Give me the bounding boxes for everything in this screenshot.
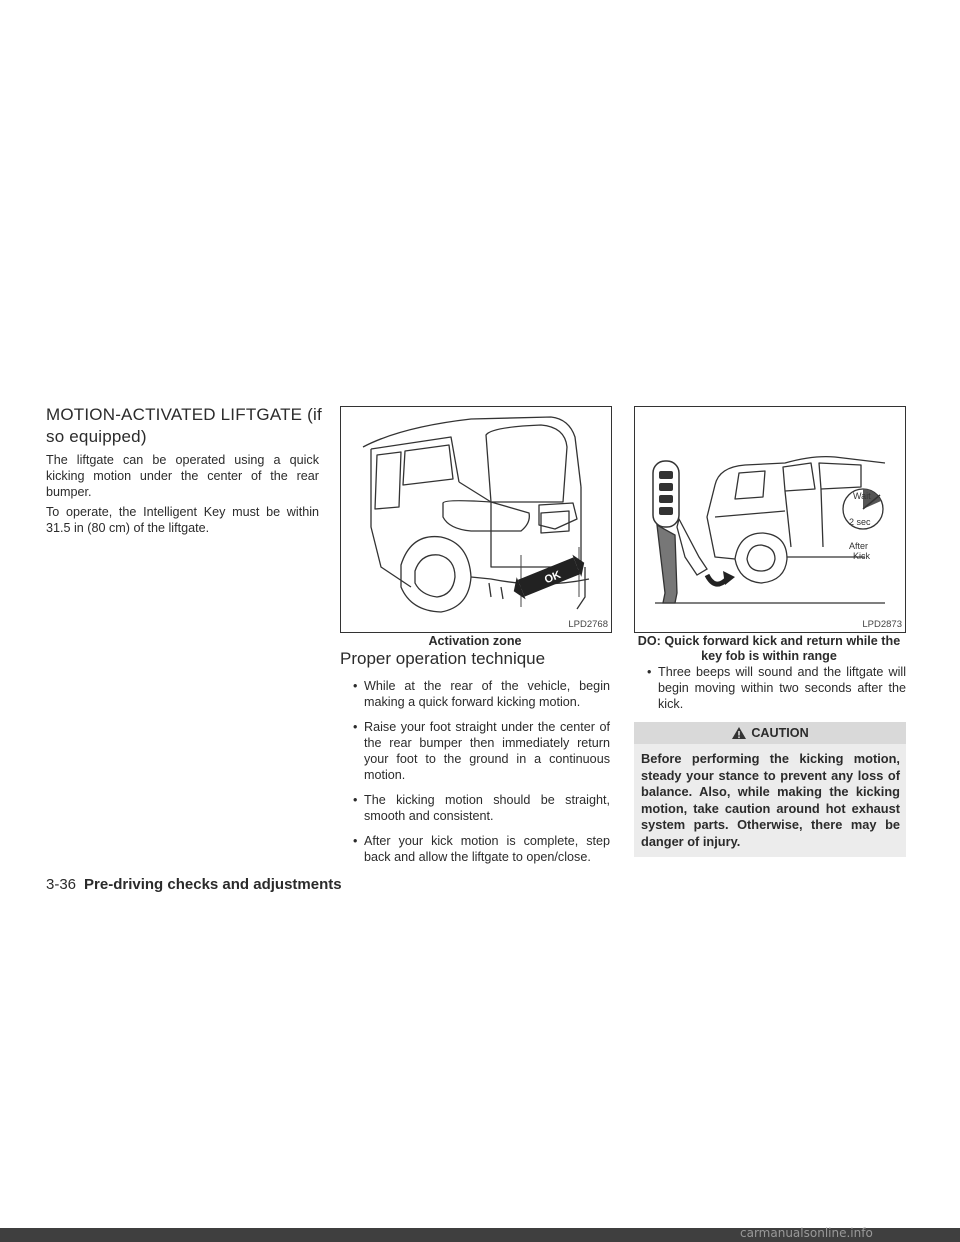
warning-icon — [731, 726, 747, 740]
figure1-caption: Activation zone — [428, 634, 522, 648]
figure1-code: LPD2768 — [568, 619, 608, 630]
kick-illustration — [635, 407, 905, 632]
after-label: After — [849, 541, 869, 551]
kick-label: Kick — [853, 551, 871, 561]
intro-paragraph: The liftgate can be operated using a quick kicking motion under the center of the rear bumper. — [46, 453, 319, 499]
caution-label: CAUTION — [751, 726, 809, 740]
list-item: • Three beeps will sound and the liftgate will begin moving within two seconds after the kick. — [634, 664, 906, 712]
caution-text: Before performing the kicking motion, steady your stance to prevent any loss of balance. Also, while making the kicking motion, take caution around hot exhaust system parts. Otherwise, there may be danger of injury. — [634, 744, 906, 857]
figure2-code: LPD2873 — [862, 619, 902, 630]
caution-header — [634, 722, 906, 744]
footer-section-name: Pre-driving checks and adjustments — [84, 876, 342, 893]
technique-list — [340, 678, 610, 874]
kick-motion-figure — [634, 406, 906, 633]
wait-label: Wait — [853, 491, 871, 501]
intelligent-key-paragraph: To operate, the Intelligent Key must be within 31.5 in (80 cm) of the liftgate. — [46, 505, 319, 535]
list-item: • While at the rear of the vehicle, begin making a quick forward kicking motion. — [340, 678, 610, 710]
technique-title: Proper operation technique — [340, 649, 546, 668]
page-number: 3-36 — [46, 876, 77, 893]
suv-rear-illustration — [341, 407, 611, 632]
list-item: • The kicking motion should be straight, smooth and consistent. — [340, 792, 610, 824]
key-fob-icon — [653, 461, 679, 527]
activation-zone-figure — [340, 406, 612, 633]
list-item: • After your kick motion is complete, step back and allow the liftgate to open/close. — [340, 833, 610, 865]
watermark: carmanualsonline.info — [740, 1226, 873, 1240]
ok-label: OK — [542, 568, 563, 587]
section-title: MOTION-ACTIVATED LIFTGATE (if so equipped) — [46, 405, 322, 446]
figure2-caption: DO: Quick forward kick and return while the key fob is within range — [637, 634, 901, 663]
caution-box — [634, 722, 906, 857]
list-item: • Raise your foot straight under the center of the rear bumper then immediately return your foot to the ground in a continuous motion. — [340, 719, 610, 783]
right-list — [634, 664, 906, 721]
page-footer — [46, 876, 342, 893]
two-sec-label: 2 sec — [849, 517, 871, 527]
